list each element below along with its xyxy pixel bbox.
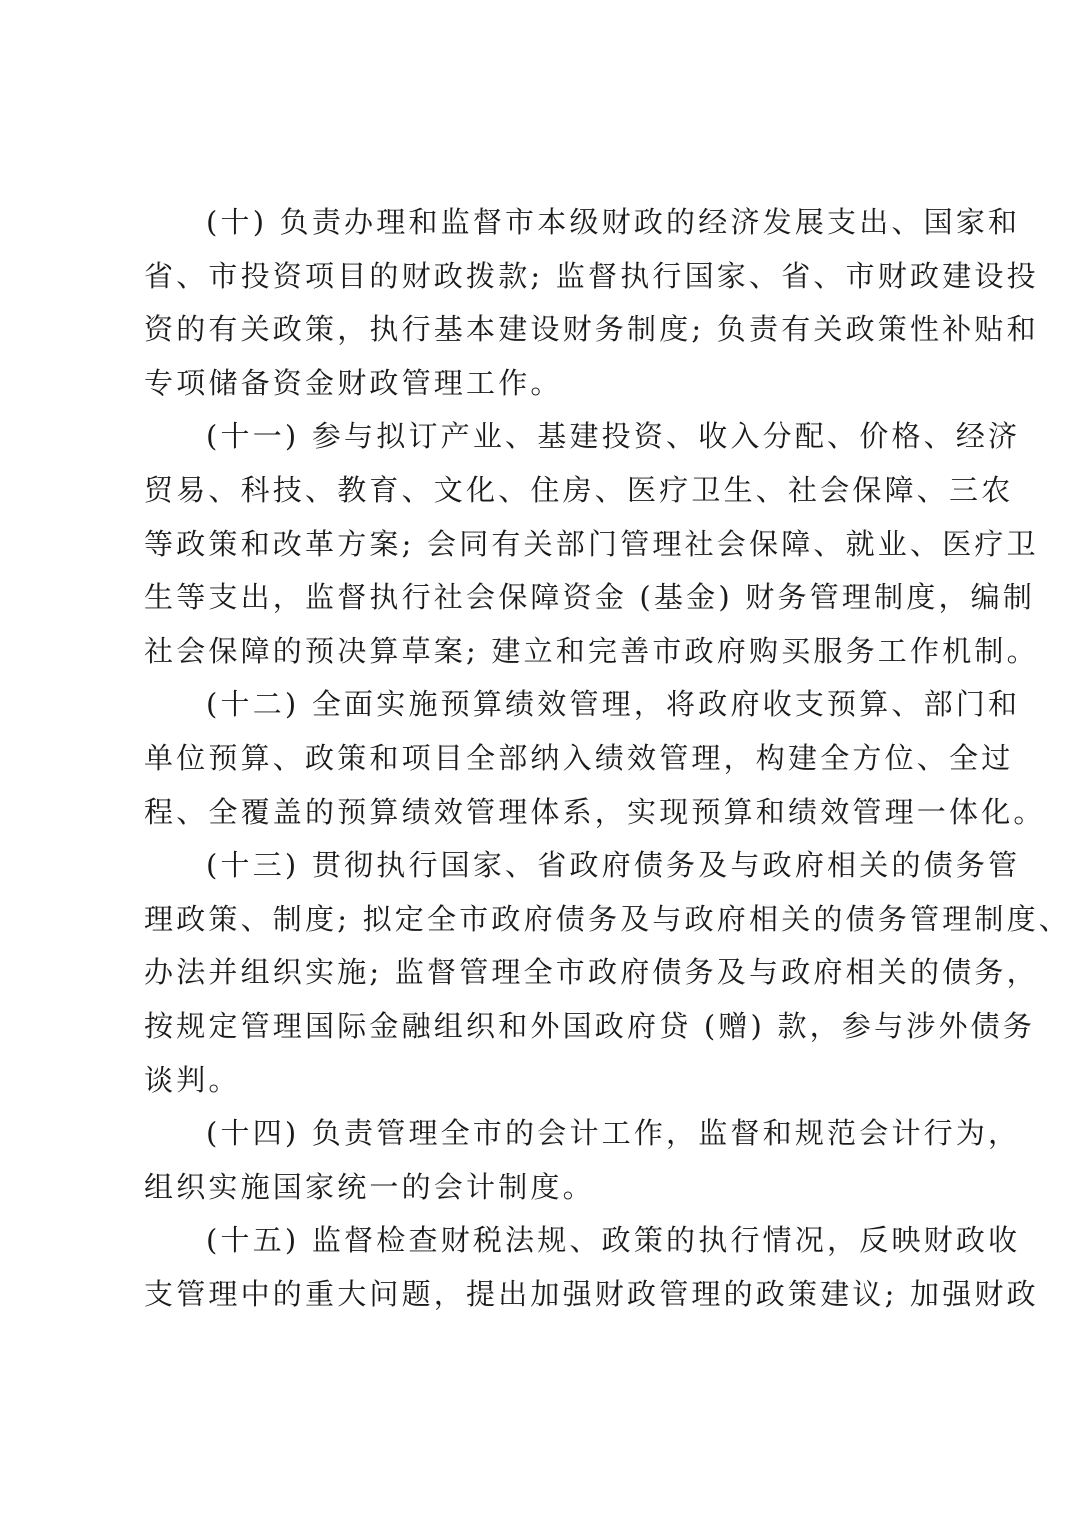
text-line: (十一) 参与拟订产业、基建投资、收入分配、价格、经济	[206, 419, 1021, 454]
text-line: 专项储备资金财政管理工作。	[144, 365, 563, 400]
paragraph-13	[144, 839, 1071, 1107]
text-line: 谈判。	[144, 1062, 241, 1097]
text-line: (十五) 监督检查财税法规、政策的执行情况，反映财政收	[206, 1223, 1021, 1258]
paragraph-14	[144, 1107, 1021, 1214]
document-body	[144, 196, 1071, 1321]
paragraph-15	[144, 1214, 1039, 1321]
text-line: 省、市投资项目的财政拨款; 监督执行国家、省、市财政建设投	[144, 258, 1039, 293]
text-line: (十二) 全面实施预算绩效管理，将政府收支预算、部门和	[206, 687, 1021, 722]
text-line: 贸易、科技、教育、文化、住房、医疗卫生、社会保障、三农	[144, 472, 1014, 507]
text-line: 支管理中的重大问题，提出加强财政管理的政策建议; 加强财政	[144, 1276, 1039, 1311]
text-line: 理政策、制度; 拟定全市政府债务及与政府相关的债务管理制度、	[144, 901, 1071, 936]
text-line: 社会保障的预决算草案; 建立和完善市政府购买服务工作机制。	[144, 633, 1039, 668]
paragraph-12	[144, 678, 1046, 839]
text-line: 生等支出，监督执行社会保障资金 (基金) 财务管理制度，编制	[144, 580, 1036, 615]
text-line: (十) 负责办理和监督市本级财政的经济发展支出、国家和	[206, 205, 1021, 239]
text-line: 办法并组织实施; 监督管理全市政府债务及与政府相关的债务，	[144, 955, 1039, 990]
paragraph-10	[144, 196, 1039, 410]
text-line: (十四) 负责管理全市的会计工作，监督和规范会计行为，	[206, 1116, 1021, 1151]
text-line: 资的有关政策，执行基本建设财务制度; 负责有关政策性补贴和	[144, 312, 1039, 347]
text-line: 组织实施国家统一的会计制度。	[144, 1169, 595, 1204]
text-line: (十三) 贯彻执行国家、省政府债务及与政府相关的债务管	[206, 848, 1021, 883]
text-line: 按规定管理国际金融组织和外国政府贷 (赠) 款，参与涉外债务	[144, 1008, 1036, 1043]
text-line: 等政策和改革方案; 会同有关部门管理社会保障、就业、医疗卫	[144, 526, 1039, 561]
text-line: 单位预算、政策和项目全部纳入绩效管理，构建全方位、全过	[144, 740, 1014, 775]
paragraph-11	[144, 410, 1039, 678]
text-line: 程、全覆盖的预算绩效管理体系，实现预算和绩效管理一体化。	[144, 794, 1046, 829]
